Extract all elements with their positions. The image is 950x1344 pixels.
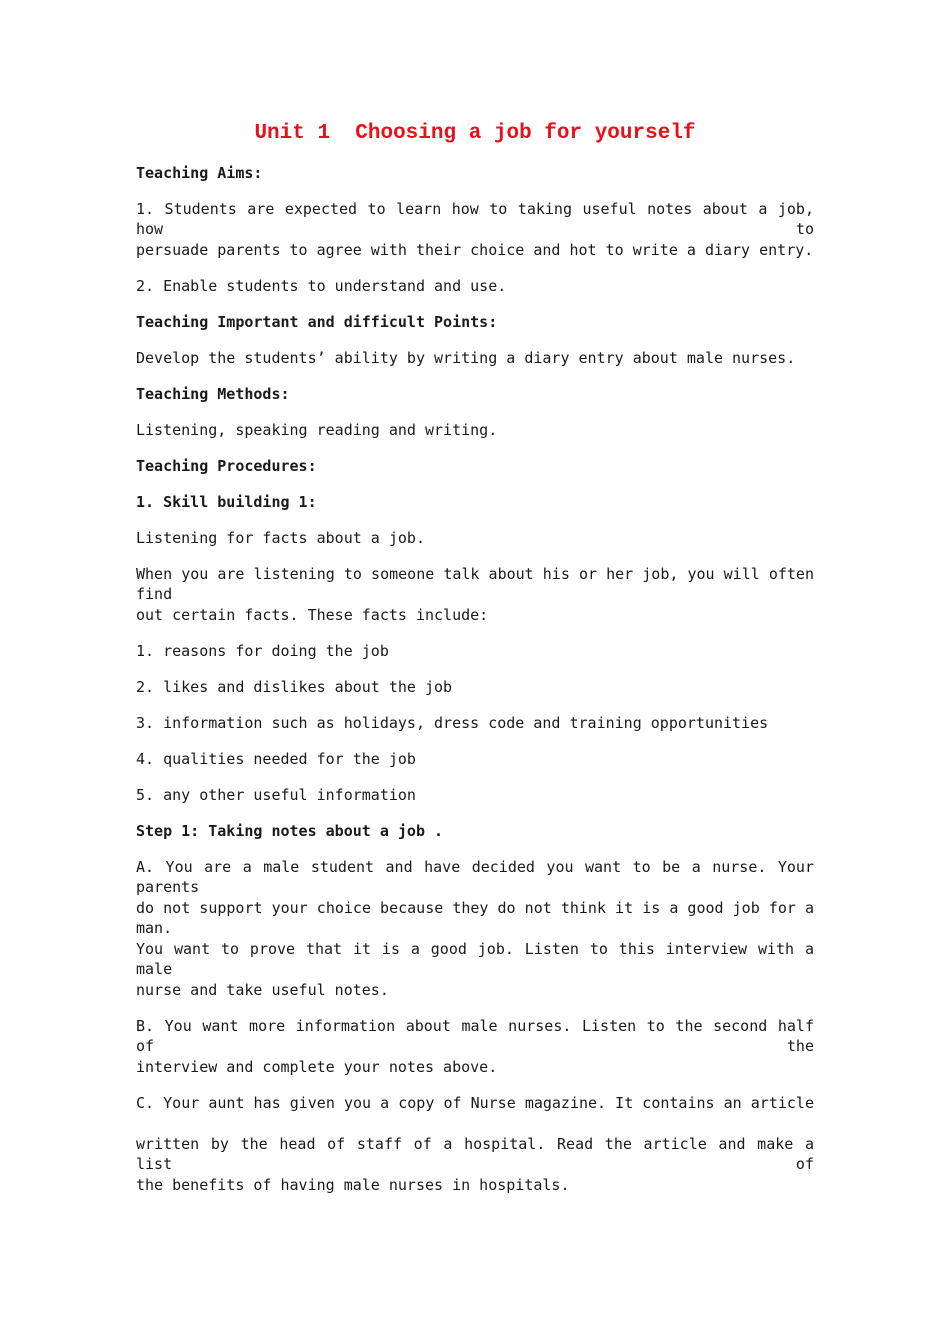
task-a-line-4: nurse and take useful notes. xyxy=(136,981,389,999)
procedures-heading: Teaching Procedures: xyxy=(136,457,317,475)
task-c-line-1: C. Your aunt has given you a copy of Nurse magazine. It contains an article xyxy=(136,1094,814,1112)
task-c-line-3: the benefits of having male nurses in hospitals. xyxy=(136,1176,570,1194)
aims-item-2: 2. Enable students to understand and use. xyxy=(136,277,507,295)
task-b-line-1: B. You want more information about male nurses. Listen to the second half of the xyxy=(136,1017,814,1055)
skill-building-subtitle: Listening for facts about a job. xyxy=(136,529,425,547)
skill-paragraph-line-2: out certain facts. These facts include: xyxy=(136,606,489,624)
skill-paragraph-line-1: When you are listening to someone talk about his or her job, you will often find xyxy=(136,565,814,603)
task-b-line-2: interview and complete your notes above. xyxy=(136,1058,498,1076)
facts-item-5: 5. any other useful information xyxy=(136,786,416,804)
facts-item-2: 2. likes and dislikes about the job xyxy=(136,678,453,696)
task-a-line-1: A. You are a male student and have decided you want to be a nurse. Your parents xyxy=(136,858,814,896)
aims-item-1-line-2: persuade parents to agree with their choice and hot to write a diary entry. xyxy=(136,241,814,259)
aims-heading: Teaching Aims: xyxy=(136,164,263,182)
points-text: Develop the students’ ability by writing a diary entry about male nurses. xyxy=(136,349,796,367)
step1-heading: Step 1: Taking notes about a job . xyxy=(136,822,444,840)
aims-item-1-line-1: 1. Students are expected to learn how to taking useful notes about a job, how to xyxy=(136,200,814,238)
skill-building-heading: 1. Skill building 1: xyxy=(136,493,317,511)
points-heading: Teaching Important and difficult Points: xyxy=(136,313,498,331)
facts-item-4: 4. qualities needed for the job xyxy=(136,750,416,768)
task-c-line-2: written by the head of staff of a hospital. Read the article and make a list of xyxy=(136,1135,814,1173)
facts-item-3: 3. information such as holidays, dress code and training opportunities xyxy=(136,714,769,732)
methods-text: Listening, speaking reading and writing. xyxy=(136,421,498,439)
task-a-line-2: do not support your choice because they do not think it is a good job for a man. xyxy=(136,899,814,937)
document-title: Unit 1 Choosing a job for yourself xyxy=(254,122,696,145)
facts-item-1: 1. reasons for doing the job xyxy=(136,642,389,660)
methods-heading: Teaching Methods: xyxy=(136,385,290,403)
task-a-line-3: You want to prove that it is a good job. Listen to this interview with a male xyxy=(136,940,814,978)
